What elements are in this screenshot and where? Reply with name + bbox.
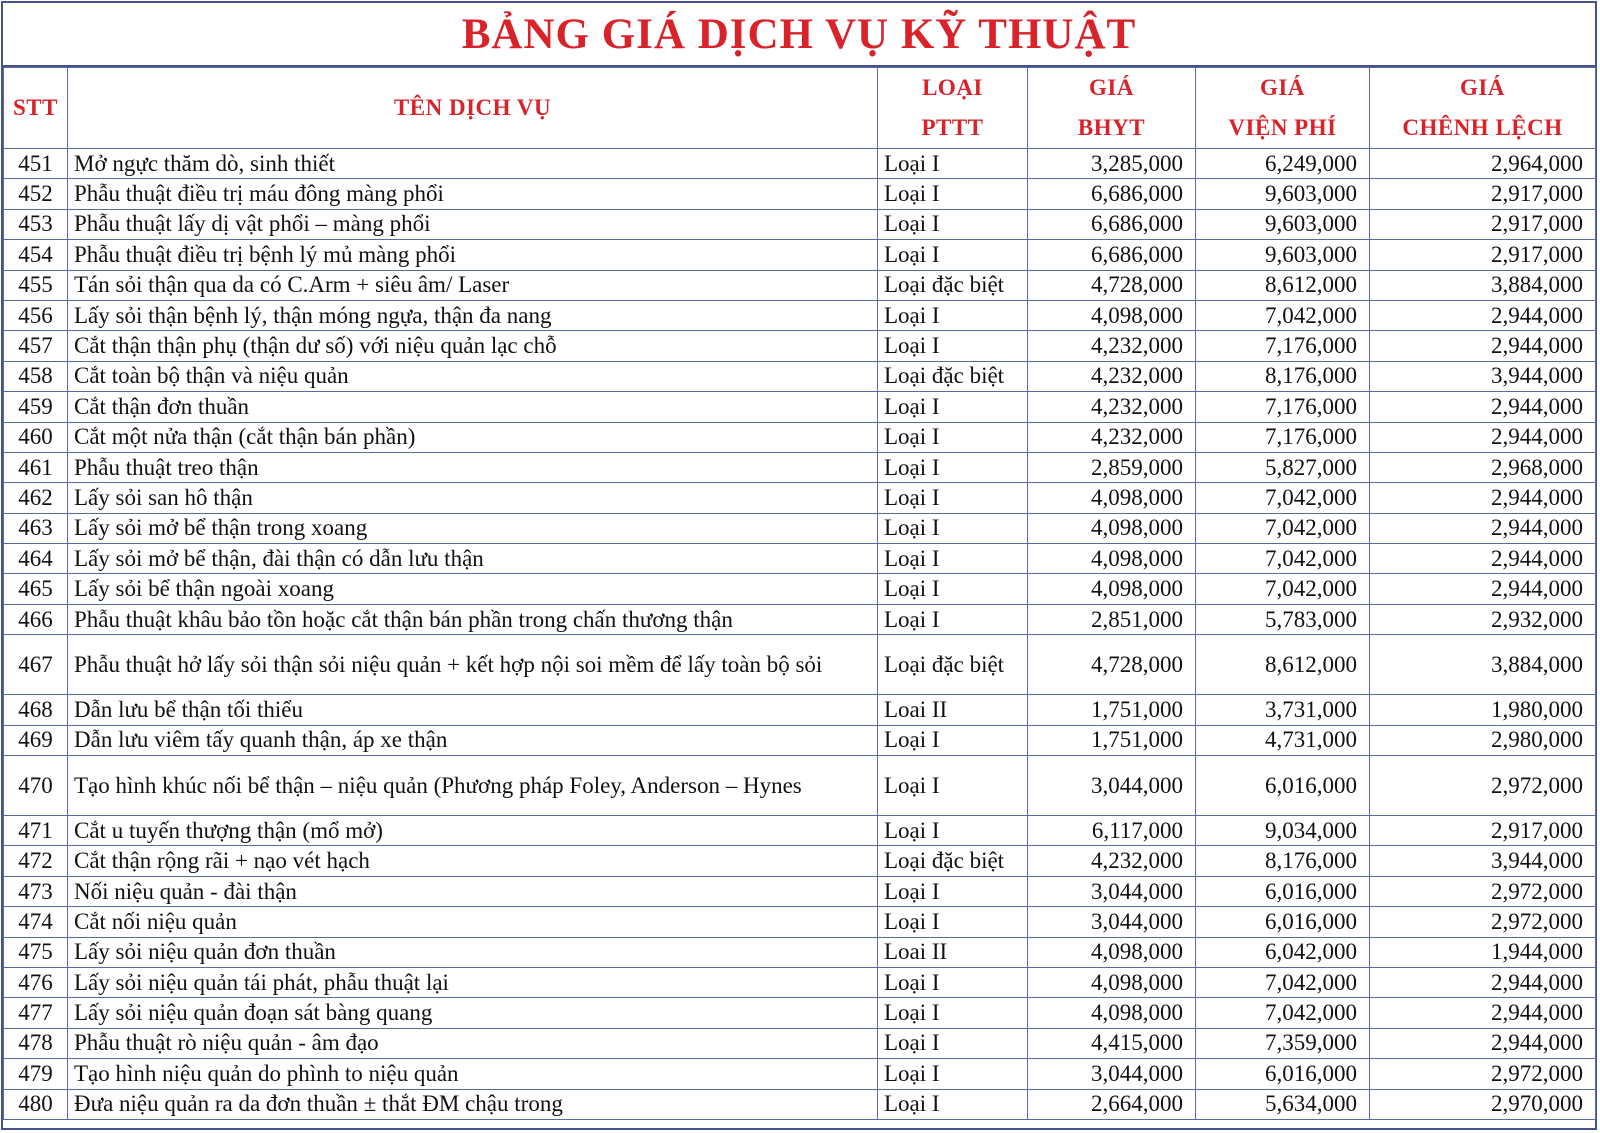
cell-service-name: Phẫu thuật treo thận [68, 452, 878, 482]
cell-pttt-type: Loại I [878, 240, 1028, 270]
cell-stt: 466 [4, 604, 68, 634]
cell-price-chenhlech: 2,917,000 [1370, 179, 1596, 209]
cell-price-chenhlech: 2,932,000 [1370, 604, 1596, 634]
cell-price-vienphi: 6,016,000 [1196, 1059, 1370, 1089]
header-bhyt [1028, 68, 1196, 149]
cell-price-vienphi: 7,359,000 [1196, 1028, 1370, 1058]
cell-pttt-type: Loại I [878, 179, 1028, 209]
table-row [4, 240, 1596, 270]
table-row [4, 998, 1596, 1028]
cell-stt: 452 [4, 179, 68, 209]
cell-pttt-type: Loại I [878, 422, 1028, 452]
cell-price-chenhlech: 2,964,000 [1370, 149, 1596, 179]
cell-service-name: Cắt một nửa thận (cắt thận bán phần) [68, 422, 878, 452]
cell-pttt-type: Loại I [878, 816, 1028, 846]
cell-service-name: Phẫu thuật khâu bảo tồn hoặc cắt thận bán phần trong chấn thương thận [68, 604, 878, 634]
cell-price-bhyt: 3,044,000 [1028, 907, 1196, 937]
cell-price-chenhlech: 2,970,000 [1370, 1089, 1596, 1119]
cell-service-name: Cắt thận đơn thuần [68, 392, 878, 422]
cell-pttt-type: Loai II [878, 937, 1028, 967]
cell-price-chenhlech: 2,944,000 [1370, 574, 1596, 604]
cell-price-vienphi: 6,016,000 [1196, 756, 1370, 816]
cell-price-chenhlech: 3,884,000 [1370, 270, 1596, 300]
header-bhyt-line1: GIÁ [1089, 75, 1134, 100]
cell-price-bhyt: 4,098,000 [1028, 544, 1196, 574]
table-row [4, 574, 1596, 604]
cell-price-bhyt: 4,232,000 [1028, 361, 1196, 391]
cell-price-bhyt: 6,686,000 [1028, 240, 1196, 270]
cell-price-chenhlech: 2,944,000 [1370, 544, 1596, 574]
cell-pttt-type: Loại I [878, 1089, 1028, 1119]
price-table [3, 67, 1596, 1120]
cell-service-name: Dẫn lưu bể thận tối thiểu [68, 695, 878, 725]
cell-stt: 458 [4, 361, 68, 391]
cell-stt: 457 [4, 331, 68, 361]
cell-pttt-type: Loại I [878, 209, 1028, 239]
cell-stt: 473 [4, 876, 68, 906]
cell-price-bhyt: 3,044,000 [1028, 876, 1196, 906]
cell-pttt-type: Loại I [878, 544, 1028, 574]
cell-price-bhyt: 4,728,000 [1028, 270, 1196, 300]
cell-stt: 463 [4, 513, 68, 543]
cell-stt: 459 [4, 392, 68, 422]
table-row [4, 604, 1596, 634]
table-row [4, 149, 1596, 179]
cell-price-bhyt: 2,859,000 [1028, 452, 1196, 482]
cell-stt: 462 [4, 483, 68, 513]
cell-service-name: Phẫu thuật lấy dị vật phổi – màng phổi [68, 209, 878, 239]
cell-price-chenhlech: 2,944,000 [1370, 513, 1596, 543]
cell-stt: 456 [4, 300, 68, 330]
table-row [4, 1028, 1596, 1058]
table-row [4, 725, 1596, 755]
cell-pttt-type: Loại I [878, 1028, 1028, 1058]
cell-service-name: Phẫu thuật điều trị máu đông màng phổi [68, 179, 878, 209]
cell-stt: 461 [4, 452, 68, 482]
cell-service-name: Lấy sỏi niệu quản tái phát, phẫu thuật lại [68, 967, 878, 997]
cell-price-chenhlech: 3,944,000 [1370, 846, 1596, 876]
cell-price-bhyt: 4,232,000 [1028, 331, 1196, 361]
cell-service-name: Lấy sỏi niệu quản đoạn sát bàng quang [68, 998, 878, 1028]
cell-price-bhyt: 4,415,000 [1028, 1028, 1196, 1058]
cell-price-vienphi: 6,016,000 [1196, 876, 1370, 906]
cell-pttt-type: Loại I [878, 331, 1028, 361]
cell-pttt-type: Loại đặc biệt [878, 846, 1028, 876]
cell-price-chenhlech: 2,917,000 [1370, 240, 1596, 270]
cell-stt: 471 [4, 816, 68, 846]
cell-stt: 460 [4, 422, 68, 452]
cell-pttt-type: Loại đặc biệt [878, 361, 1028, 391]
cell-price-chenhlech: 2,944,000 [1370, 331, 1596, 361]
table-row [4, 392, 1596, 422]
header-stt: STT [4, 68, 68, 149]
cell-price-vienphi: 5,783,000 [1196, 604, 1370, 634]
cell-price-chenhlech: 2,917,000 [1370, 816, 1596, 846]
cell-price-bhyt: 3,285,000 [1028, 149, 1196, 179]
header-chenhlech-line1: GIÁ [1460, 75, 1505, 100]
cell-price-vienphi: 7,042,000 [1196, 967, 1370, 997]
cell-service-name: Cắt nối niệu quản [68, 907, 878, 937]
cell-price-chenhlech: 2,944,000 [1370, 998, 1596, 1028]
cell-stt: 454 [4, 240, 68, 270]
table-row [4, 695, 1596, 725]
cell-price-bhyt: 3,044,000 [1028, 756, 1196, 816]
cell-price-vienphi: 7,042,000 [1196, 544, 1370, 574]
header-name: TÊN DỊCH VỤ [68, 68, 878, 149]
header-chenhlech-line2: CHÊNH LỆCH [1402, 115, 1563, 140]
cell-stt: 480 [4, 1089, 68, 1119]
cell-pttt-type: Loại I [878, 1059, 1028, 1089]
header-bhyt-line2: BHYT [1077, 115, 1146, 140]
table-row [4, 209, 1596, 239]
cell-price-vienphi: 9,034,000 [1196, 816, 1370, 846]
cell-service-name: Mở ngực thăm dò, sinh thiết [68, 149, 878, 179]
cell-pttt-type: Loại I [878, 876, 1028, 906]
cell-price-bhyt: 4,098,000 [1028, 998, 1196, 1028]
cell-pttt-type: Loại I [878, 967, 1028, 997]
cell-price-vienphi: 6,016,000 [1196, 907, 1370, 937]
cell-service-name: Dẫn lưu viêm tấy quanh thận, áp xe thận [68, 725, 878, 755]
cell-price-chenhlech: 2,980,000 [1370, 725, 1596, 755]
table-header-row [4, 68, 1596, 149]
cell-stt: 464 [4, 544, 68, 574]
cell-price-chenhlech: 1,944,000 [1370, 937, 1596, 967]
cell-stt: 478 [4, 1028, 68, 1058]
table-row [4, 513, 1596, 543]
cell-service-name: Lấy sỏi san hô thận [68, 483, 878, 513]
page-title: BẢNG GIÁ DỊCH VỤ KỸ THUẬT [3, 3, 1595, 67]
cell-price-bhyt: 6,686,000 [1028, 179, 1196, 209]
cell-price-bhyt: 4,098,000 [1028, 574, 1196, 604]
table-row [4, 876, 1596, 906]
cell-price-chenhlech: 2,972,000 [1370, 876, 1596, 906]
cell-service-name: Đưa niệu quản ra da đơn thuần ± thắt ĐM chậu trong [68, 1089, 878, 1119]
cell-price-bhyt: 1,751,000 [1028, 725, 1196, 755]
cell-stt: 479 [4, 1059, 68, 1089]
cell-price-vienphi: 5,827,000 [1196, 452, 1370, 482]
cell-pttt-type: Loại I [878, 392, 1028, 422]
cell-pttt-type: Loại I [878, 574, 1028, 604]
cell-stt: 477 [4, 998, 68, 1028]
cell-price-vienphi: 5,634,000 [1196, 1089, 1370, 1119]
cell-service-name: Phẫu thuật điều trị bệnh lý mủ màng phổi [68, 240, 878, 270]
cell-price-vienphi: 9,603,000 [1196, 179, 1370, 209]
cell-price-bhyt: 6,117,000 [1028, 816, 1196, 846]
header-chenhlech [1370, 68, 1596, 149]
cell-service-name: Cắt toàn bộ thận và niệu quản [68, 361, 878, 391]
cell-price-chenhlech: 2,944,000 [1370, 300, 1596, 330]
cell-price-vienphi: 7,042,000 [1196, 574, 1370, 604]
cell-price-vienphi: 6,042,000 [1196, 937, 1370, 967]
cell-price-bhyt: 1,751,000 [1028, 695, 1196, 725]
cell-stt: 475 [4, 937, 68, 967]
cell-service-name: Tán sỏi thận qua da có C.Arm + siêu âm/ Laser [68, 270, 878, 300]
cell-service-name: Lấy sỏi niệu quản đơn thuần [68, 937, 878, 967]
header-type-line2: PTTT [921, 115, 984, 140]
cell-stt: 469 [4, 725, 68, 755]
cell-service-name: Cắt u tuyến thượng thận (mổ mở) [68, 816, 878, 846]
cell-pttt-type: Loại đặc biệt [878, 635, 1028, 695]
cell-stt: 470 [4, 756, 68, 816]
table-body [4, 149, 1596, 1120]
cell-price-bhyt: 2,664,000 [1028, 1089, 1196, 1119]
cell-pttt-type: Loại I [878, 604, 1028, 634]
cell-price-vienphi: 8,612,000 [1196, 270, 1370, 300]
cell-price-bhyt: 4,098,000 [1028, 967, 1196, 997]
cell-pttt-type: Loại I [878, 756, 1028, 816]
cell-stt: 467 [4, 635, 68, 695]
header-type-line1: LOẠI [922, 75, 983, 100]
table-row [4, 846, 1596, 876]
cell-stt: 455 [4, 270, 68, 300]
cell-price-chenhlech: 2,972,000 [1370, 756, 1596, 816]
cell-service-name: Tạo hình niệu quản do phình to niệu quản [68, 1059, 878, 1089]
table-row [4, 816, 1596, 846]
cell-price-bhyt: 4,098,000 [1028, 300, 1196, 330]
cell-price-vienphi: 8,176,000 [1196, 846, 1370, 876]
cell-price-chenhlech: 2,944,000 [1370, 422, 1596, 452]
cell-price-bhyt: 2,851,000 [1028, 604, 1196, 634]
cell-pttt-type: Loại I [878, 149, 1028, 179]
table-row [4, 907, 1596, 937]
table-row [4, 270, 1596, 300]
cell-pttt-type: Loại đặc biệt [878, 270, 1028, 300]
cell-stt: 468 [4, 695, 68, 725]
cell-price-vienphi: 9,603,000 [1196, 240, 1370, 270]
cell-service-name: Lấy sỏi mở bể thận trong xoang [68, 513, 878, 543]
cell-price-chenhlech: 2,917,000 [1370, 209, 1596, 239]
cell-service-name: Nối niệu quản - đài thận [68, 876, 878, 906]
table-row [4, 967, 1596, 997]
cell-price-chenhlech: 3,944,000 [1370, 361, 1596, 391]
cell-price-bhyt: 3,044,000 [1028, 1059, 1196, 1089]
table-row [4, 635, 1596, 695]
cell-price-chenhlech: 2,968,000 [1370, 452, 1596, 482]
table-row [4, 1089, 1596, 1119]
cell-price-vienphi: 7,042,000 [1196, 300, 1370, 330]
cell-pttt-type: Loại I [878, 907, 1028, 937]
cell-price-chenhlech: 2,944,000 [1370, 392, 1596, 422]
cell-price-vienphi: 7,176,000 [1196, 422, 1370, 452]
cell-price-vienphi: 6,249,000 [1196, 149, 1370, 179]
cell-service-name: Lấy sỏi bể thận ngoài xoang [68, 574, 878, 604]
cell-service-name: Cắt thận thận phụ (thận dư số) với niệu quản lạc chỗ [68, 331, 878, 361]
price-sheet [1, 1, 1597, 1130]
table-row [4, 422, 1596, 452]
cell-price-bhyt: 4,098,000 [1028, 513, 1196, 543]
cell-price-chenhlech: 1,980,000 [1370, 695, 1596, 725]
cell-price-bhyt: 4,728,000 [1028, 635, 1196, 695]
cell-stt: 465 [4, 574, 68, 604]
table-row [4, 179, 1596, 209]
cell-service-name: Lấy sỏi thận bệnh lý, thận móng ngựa, thận đa nang [68, 300, 878, 330]
cell-service-name: Phẫu thuật rò niệu quản - âm đạo [68, 1028, 878, 1058]
table-row [4, 544, 1596, 574]
cell-stt: 451 [4, 149, 68, 179]
cell-stt: 474 [4, 907, 68, 937]
cell-price-vienphi: 7,176,000 [1196, 392, 1370, 422]
table-row [4, 1059, 1596, 1089]
cell-price-bhyt: 4,098,000 [1028, 483, 1196, 513]
cell-price-chenhlech: 3,884,000 [1370, 635, 1596, 695]
cell-price-vienphi: 4,731,000 [1196, 725, 1370, 755]
cell-price-bhyt: 4,232,000 [1028, 392, 1196, 422]
cell-pttt-type: Loại I [878, 452, 1028, 482]
cell-stt: 476 [4, 967, 68, 997]
cell-price-vienphi: 7,176,000 [1196, 331, 1370, 361]
table-row [4, 361, 1596, 391]
table-row [4, 331, 1596, 361]
cell-price-chenhlech: 2,944,000 [1370, 483, 1596, 513]
cell-price-bhyt: 6,686,000 [1028, 209, 1196, 239]
cell-price-vienphi: 3,731,000 [1196, 695, 1370, 725]
header-vienphi-line1: GIÁ [1260, 75, 1305, 100]
cell-stt: 472 [4, 846, 68, 876]
table-row [4, 452, 1596, 482]
cell-pttt-type: Loại I [878, 998, 1028, 1028]
cell-price-chenhlech: 2,972,000 [1370, 907, 1596, 937]
cell-price-chenhlech: 2,944,000 [1370, 1028, 1596, 1058]
cell-pttt-type: Loại I [878, 300, 1028, 330]
cell-price-vienphi: 9,603,000 [1196, 209, 1370, 239]
cell-pttt-type: Loại I [878, 483, 1028, 513]
cell-pttt-type: Loai II [878, 695, 1028, 725]
cell-service-name: Tạo hình khúc nối bể thận – niệu quản (Phương pháp Foley, Anderson – Hynes [68, 756, 878, 816]
cell-service-name: Phẫu thuật hở lấy sỏi thận sỏi niệu quản + kết hợp nội soi mềm để lấy toàn bộ sỏi [68, 635, 878, 695]
cell-stt: 453 [4, 209, 68, 239]
cell-price-bhyt: 4,232,000 [1028, 846, 1196, 876]
cell-price-vienphi: 8,612,000 [1196, 635, 1370, 695]
cell-service-name: Cắt thận rộng rãi + nạo vét hạch [68, 846, 878, 876]
cell-pttt-type: Loại I [878, 513, 1028, 543]
table-row [4, 483, 1596, 513]
cell-price-vienphi: 7,042,000 [1196, 998, 1370, 1028]
cell-pttt-type: Loại I [878, 725, 1028, 755]
cell-price-bhyt: 4,098,000 [1028, 937, 1196, 967]
cell-price-vienphi: 7,042,000 [1196, 513, 1370, 543]
cell-price-vienphi: 8,176,000 [1196, 361, 1370, 391]
header-vienphi [1196, 68, 1370, 149]
cell-price-chenhlech: 2,944,000 [1370, 967, 1596, 997]
cell-price-chenhlech: 2,972,000 [1370, 1059, 1596, 1089]
table-row [4, 756, 1596, 816]
cell-price-bhyt: 4,232,000 [1028, 422, 1196, 452]
table-row [4, 937, 1596, 967]
cell-price-vienphi: 7,042,000 [1196, 483, 1370, 513]
header-type [878, 68, 1028, 149]
table-row [4, 300, 1596, 330]
header-vienphi-line2: VIỆN PHÍ [1228, 115, 1337, 140]
cell-service-name: Lấy sỏi mở bể thận, đài thận có dẫn lưu thận [68, 544, 878, 574]
